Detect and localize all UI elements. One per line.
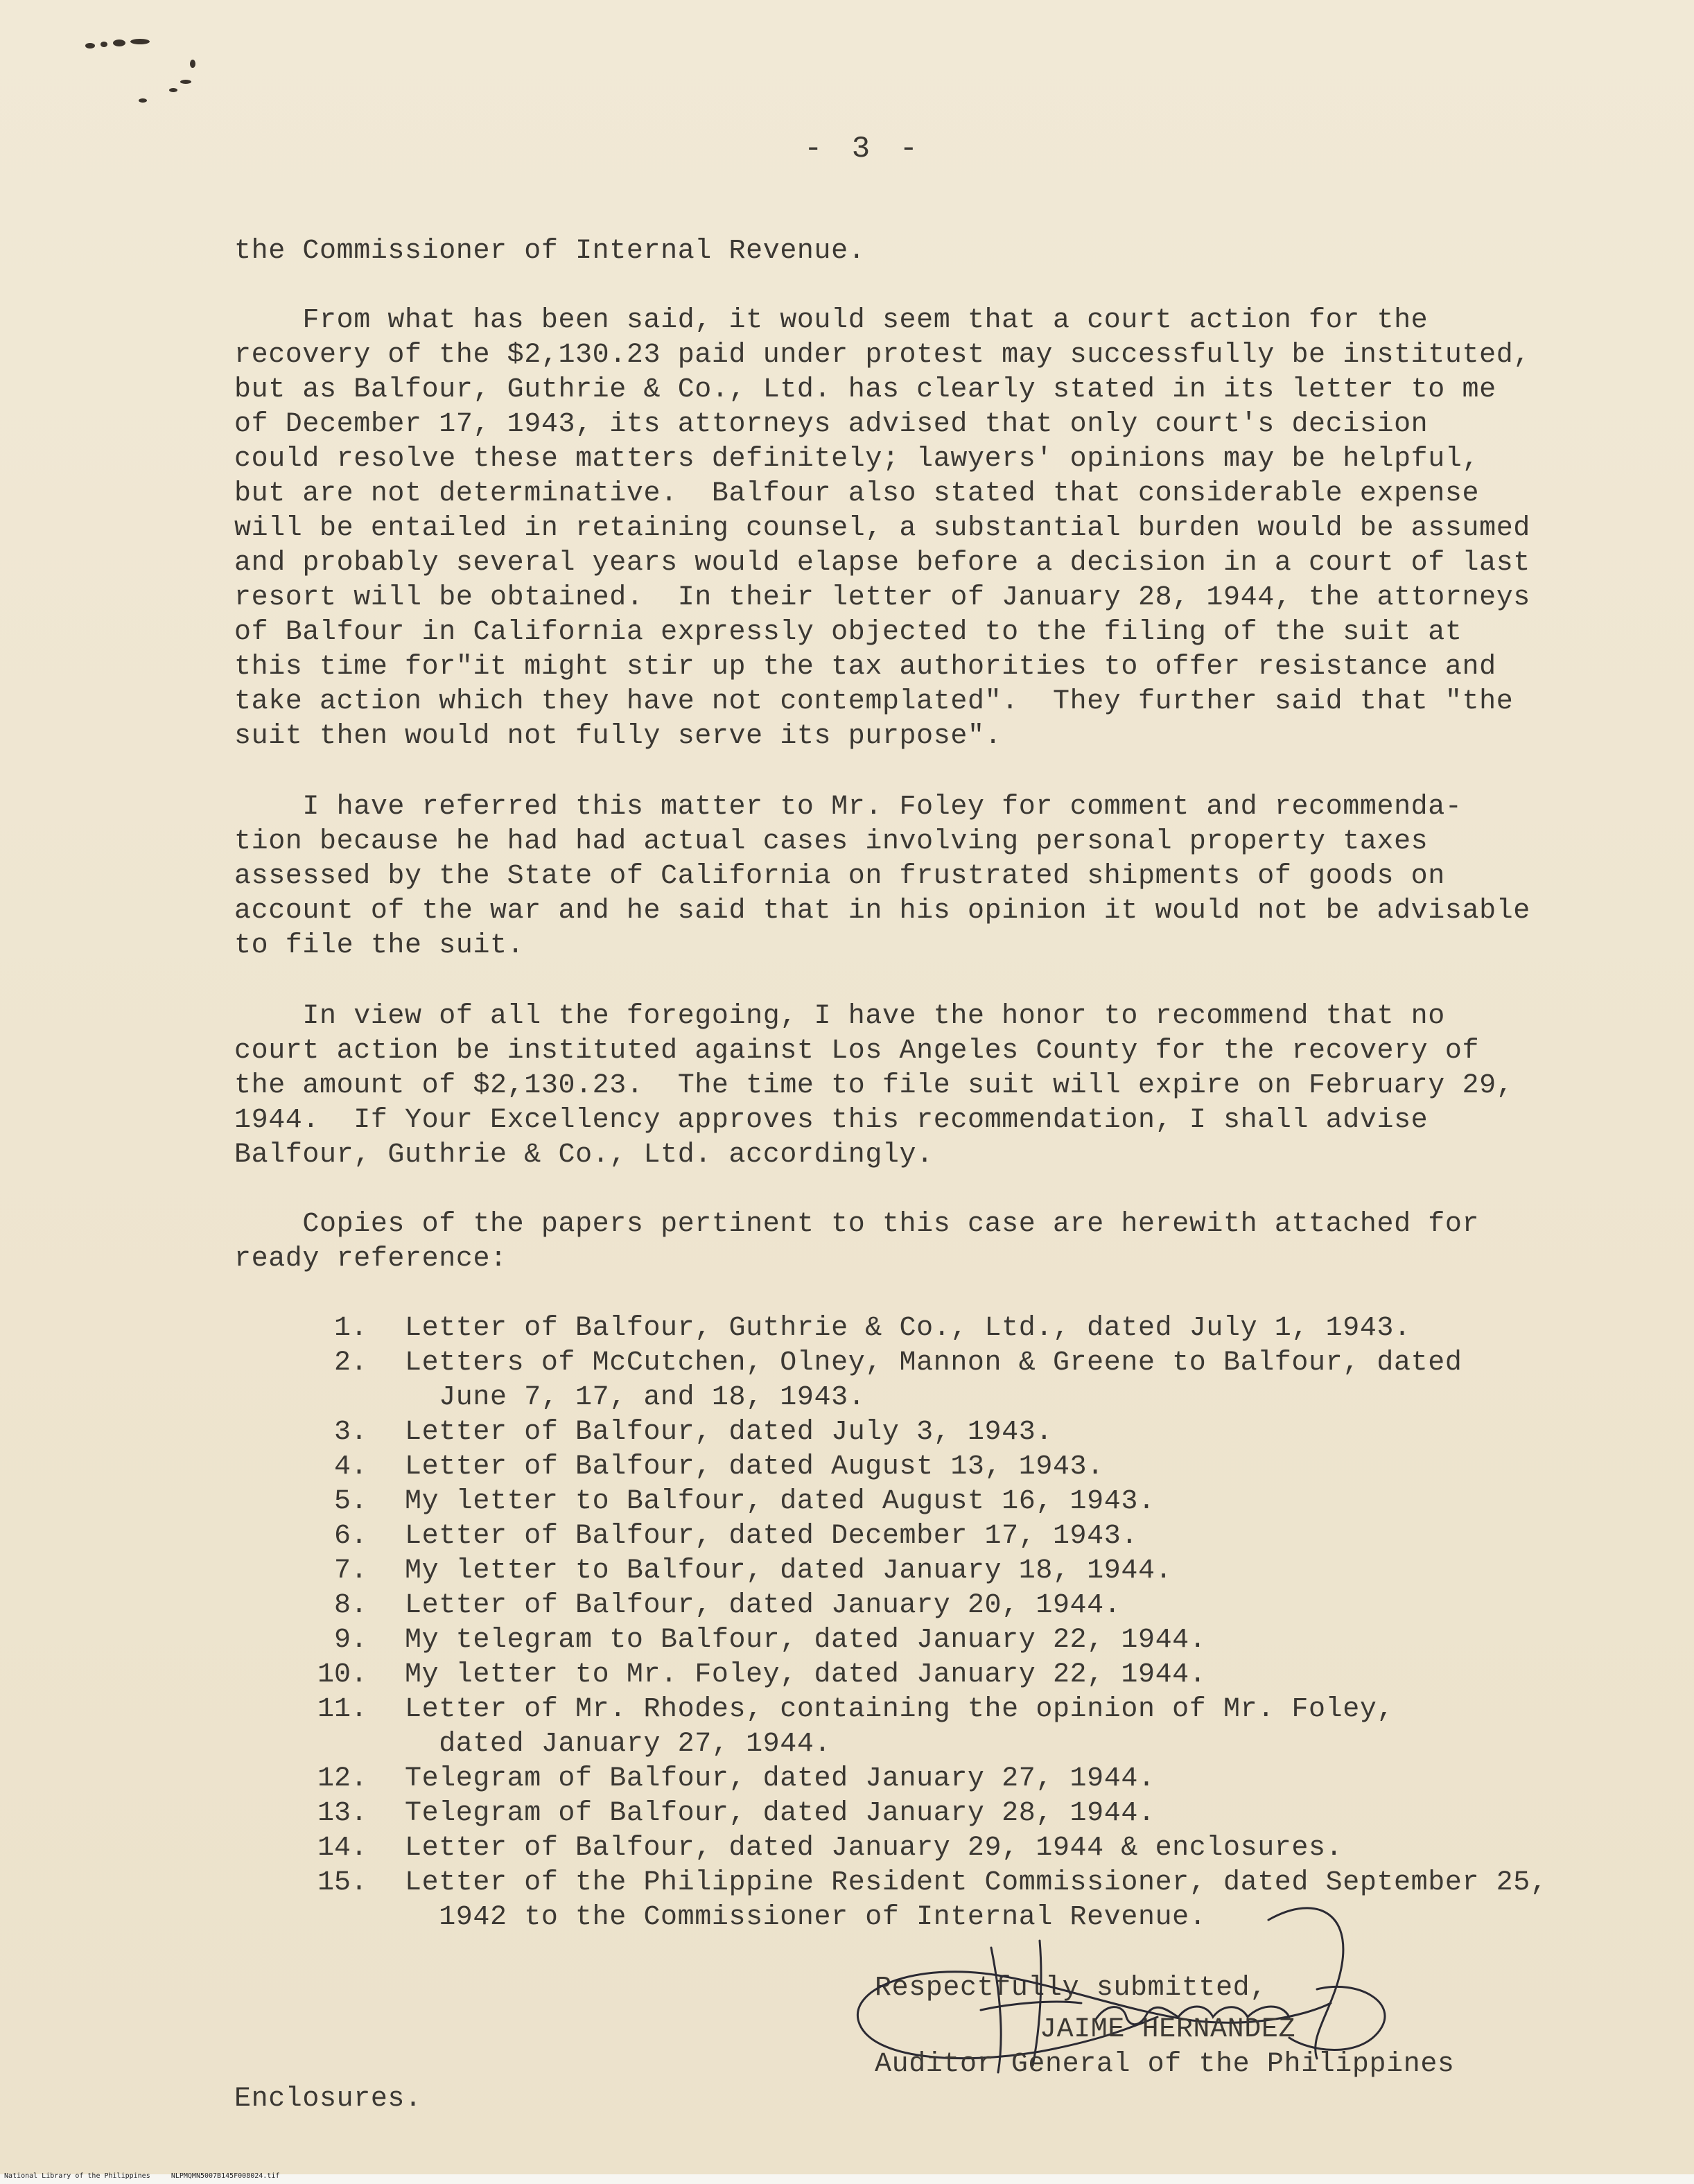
page-number: - 3 - <box>804 132 924 166</box>
list-item-number: 11. <box>317 1694 367 1725</box>
body-line: to file the suit. <box>234 930 525 961</box>
body-line: of December 17, 1943, its attorneys advised that only court's decision <box>234 409 1429 440</box>
body-line: this time for"it might stir up the tax authorities to offer resistance and <box>234 652 1496 683</box>
body-line: the Commissioner of Internal Revenue. <box>234 236 866 267</box>
list-item-number: 6. <box>333 1521 367 1552</box>
list-item-number: 8. <box>333 1590 367 1621</box>
list-item-number: 5. <box>333 1486 367 1517</box>
body-line: resort will be obtained. In their letter of January 28, 1944, the attorneys <box>234 582 1530 613</box>
body-line: 1944. If Your Excellency approves this recommendation, I shall advise <box>234 1105 1429 1136</box>
signer-title: Auditor General of the Philippines <box>875 2049 1455 2080</box>
list-item: My telegram to Balfour, dated January 22, 1944. <box>405 1625 1207 1656</box>
list-item-number: 2. <box>333 1347 367 1379</box>
list-item-number: 3. <box>333 1417 367 1448</box>
list-item: Letter of Balfour, dated August 13, 1943. <box>405 1451 1104 1483</box>
list-item-continuation: dated January 27, 1944. <box>405 1729 832 1760</box>
list-item: Letter of Balfour, dated January 29, 1944 & enclosures. <box>405 1833 1343 1864</box>
body-line: and probably several years would elapse before a decision in a court of last <box>234 548 1530 579</box>
signer-name: JAIME HERNANDEZ <box>1040 2014 1296 2045</box>
list-item-number: 1. <box>333 1313 367 1344</box>
list-item: Letter of Balfour, dated December 17, 1943. <box>405 1521 1138 1552</box>
list-item: Telegram of Balfour, dated January 27, 1944. <box>405 1763 1155 1794</box>
list-item: My letter to Balfour, dated August 16, 1943. <box>405 1486 1155 1517</box>
list-item: My letter to Balfour, dated January 18, 1944. <box>405 1555 1173 1587</box>
body-line: but are not determinative. Balfour also stated that considerable expense <box>234 478 1480 509</box>
list-item: My letter to Mr. Foley, dated January 22, 1944. <box>405 1659 1207 1691</box>
body-line: court action be instituted against Los Angeles County for the recovery of <box>234 1036 1480 1067</box>
body-line: could resolve these matters definitely; lawyers' opinions may be helpful, <box>234 444 1480 475</box>
list-item: Letters of McCutchen, Olney, Mannon & Greene to Balfour, dated <box>405 1347 1462 1379</box>
list-item: Telegram of Balfour, dated January 28, 1944. <box>405 1798 1155 1829</box>
body-line: the amount of $2,130.23. The time to file suit will expire on February 29, <box>234 1070 1514 1101</box>
body-line: will be entailed in retaining counsel, a substantial burden would be assumed <box>234 513 1530 544</box>
enclosures-label: Enclosures. <box>234 2083 422 2115</box>
list-item: Letter of Mr. Rhodes, containing the opinion of Mr. Foley, <box>405 1694 1395 1725</box>
body-line: assessed by the State of California on frustrated shipments of goods on <box>234 861 1445 892</box>
list-item: Letter of Balfour, dated July 3, 1943. <box>405 1417 1053 1448</box>
ink-smudge-mark <box>76 35 208 118</box>
body-line: recovery of the $2,130.23 paid under protest may successfully be instituted, <box>234 340 1530 371</box>
body-line: From what has been said, it would seem that a court action for the <box>234 305 1429 336</box>
list-item-number: 4. <box>333 1451 367 1483</box>
list-item: Letter of Balfour, Guthrie & Co., Ltd., dated July 1, 1943. <box>405 1313 1411 1344</box>
body-line: ready reference: <box>234 1243 507 1275</box>
list-item-number: 7. <box>333 1555 367 1587</box>
list-item-number: 15. <box>317 1867 367 1898</box>
body-line: tion because he had had actual cases involving personal property taxes <box>234 826 1429 857</box>
list-item-number: 9. <box>333 1625 367 1656</box>
list-item-number: 14. <box>317 1833 367 1864</box>
list-item-number: 10. <box>317 1659 367 1691</box>
closing-salutation: Respectfully submitted, <box>875 1973 1267 2004</box>
body-line: but as Balfour, Guthrie & Co., Ltd. has clearly stated in its letter to me <box>234 374 1496 405</box>
body-line: account of the war and he said that in his opinion it would not be advisable <box>234 896 1530 927</box>
body-line: I have referred this matter to Mr. Foley for comment and recommenda- <box>234 792 1462 823</box>
body-line: Balfour, Guthrie & Co., Ltd. accordingly. <box>234 1139 934 1171</box>
body-line: take action which they have not contemplated". They further said that "the <box>234 686 1514 717</box>
body-line: of Balfour in California expressly objected to the filing of the suit at <box>234 617 1462 648</box>
list-item-number: 12. <box>317 1763 367 1794</box>
list-item-continuation: June 7, 17, and 18, 1943. <box>405 1382 866 1413</box>
body-line: In view of all the foregoing, I have the honor to recommend that no <box>234 1001 1445 1032</box>
list-item-continuation: 1942 to the Commissioner of Internal Revenue. <box>405 1902 1207 1933</box>
list-item-number: 13. <box>317 1798 367 1829</box>
list-item: Letter of the Philippine Resident Commissioner, dated September 25, <box>405 1867 1548 1898</box>
body-line: Copies of the papers pertinent to this case are herewith attached for <box>234 1209 1480 1240</box>
list-item: Letter of Balfour, dated January 20, 1944. <box>405 1590 1121 1621</box>
archive-footer: National Library of the Philippines NLPMQMN5007B145F008024.tif <box>4 2172 280 2180</box>
body-line: suit then would not fully serve its purpose". <box>234 721 1002 752</box>
